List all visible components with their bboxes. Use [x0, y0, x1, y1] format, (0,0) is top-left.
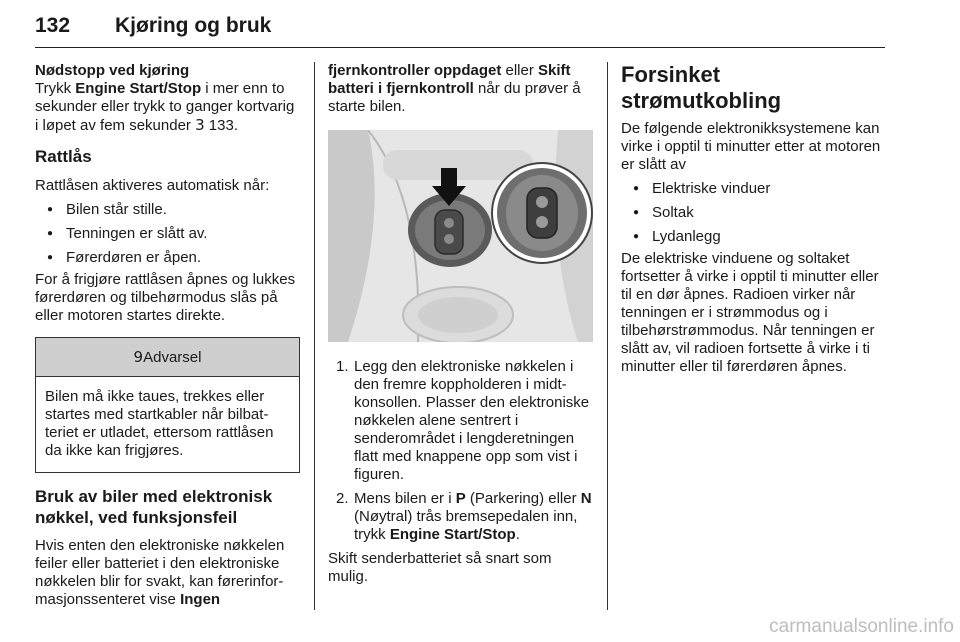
bold-text: Engine Start/Stop: [75, 80, 202, 97]
paragraph: [328, 62, 593, 116]
column-right: [621, 62, 886, 376]
paragraph: Skift senderbatteriet så snart som mulig.: [328, 550, 552, 585]
warning-header: [36, 338, 299, 377]
text: (Nøytral) trås bremsepedalen inn, trykk: [354, 508, 578, 543]
list-item: ● Elektriske vinduer: [621, 180, 886, 198]
bullet-list: [621, 180, 886, 246]
list-item: [328, 490, 593, 544]
page-reference: 133.: [204, 117, 238, 134]
paragraph: De følgende elektronikksystemene kan virke i opptil ti minutter etter at motoren er slått av: [621, 120, 881, 173]
reference-arrow-icon: 3: [195, 116, 205, 134]
text: Hvis enten den elektroniske nøkkelen feiler eller batteriet i den elektroniske nøkkelen blir for svakt, kan førerinformasjonssenteret vise: [35, 537, 285, 608]
section-heading: Bruk av biler med elektronisk nøkkel, ved funksjonsfeil: [35, 487, 273, 527]
bullet-list: [35, 201, 300, 267]
paragraph: For å frigjøre rattlåsen åpnes og lukkes førerdøren og tilbehørmodus slås på eller motoren startes direkte.: [35, 271, 296, 324]
warning-text: Bilen må ikke taues, trekkes eller startes med startkabler når bilbatteriet er utladet, ettersom rattlåsen da ikke kan frigjøres.: [45, 388, 274, 459]
page-header: [35, 8, 885, 48]
column-divider: [607, 62, 608, 610]
numbered-list: [328, 358, 593, 544]
list-item: ● Soltak: [621, 204, 886, 222]
text: i mer enn to sekunder eller trykk to ganger kortvarig i løpet av fem sekunder: [35, 80, 295, 134]
header-rule: [35, 47, 885, 48]
warning-box: [35, 337, 300, 473]
list-item: ● Lydanlegg: [621, 228, 886, 246]
step-text: Legg den elektroniske nøkkelen i den fremre koppholderen i midtkonsollen. Plasser den elektroniske nøkkelen alene sentrert i senderområdet i lengderetningen flatt med knappene opp som vist i figuren.: [354, 358, 590, 483]
warning-title: Advarsel: [143, 349, 202, 366]
column-middle: [328, 62, 593, 586]
paragraph: [35, 80, 300, 135]
text: .: [515, 526, 520, 543]
watermark: carmanualsonline.info: [769, 616, 954, 637]
text: eller: [501, 62, 539, 79]
text: Mens bilen er i: [354, 490, 456, 507]
paragraph: De elektriske vinduene og soltaket fortsetter å virke i opptil ti minutter eller til en dør åpnes. Radioen virker når tenningen er i strømmodus og i tilbehørstrømmodus. Når tenningen er slått av, vil radioen fortsette å virke i ti minutter eller til førerdøren åpnes.: [621, 250, 879, 375]
section-heading: Nødstopp ved kjøring: [35, 62, 190, 79]
warning-icon: 9: [133, 348, 144, 366]
key-in-cupholder-illustration: [328, 130, 593, 342]
bold-text: N: [580, 490, 592, 507]
text: Trykk: [35, 80, 76, 97]
bold-text: fjernkontroller oppdaget: [328, 62, 502, 79]
paragraph: [35, 537, 300, 609]
list-item: ● Førerdøren er åpen.: [35, 249, 300, 267]
section-heading: Rattlås: [35, 147, 92, 166]
list-item: ● Tenningen er slått av.: [35, 225, 300, 243]
section-heading: Forsinket strømutkobling: [621, 62, 782, 113]
page-number: 132: [35, 14, 71, 37]
bold-text: Engine Start/Stop: [389, 526, 516, 543]
step-number: 1.: [336, 358, 349, 375]
column-left: [35, 62, 300, 609]
paragraph: Rattlåsen aktiveres automatisk når:: [35, 177, 270, 194]
chapter-title: Kjøring og bruk: [115, 14, 272, 37]
column-divider: [314, 62, 315, 610]
bold-text: Skift batteri i fjernkontroll: [328, 62, 571, 97]
bold-text: Ingen: [180, 591, 221, 608]
text: når du prøver å starte bilen.: [328, 80, 581, 115]
bold-text: P: [455, 490, 466, 507]
list-item: ● Bilen står stille.: [35, 201, 300, 219]
step-number: 2.: [336, 490, 349, 507]
text: (Parkering) eller: [465, 490, 581, 507]
cupholder-figure: [328, 130, 593, 342]
list-item: [328, 358, 593, 484]
